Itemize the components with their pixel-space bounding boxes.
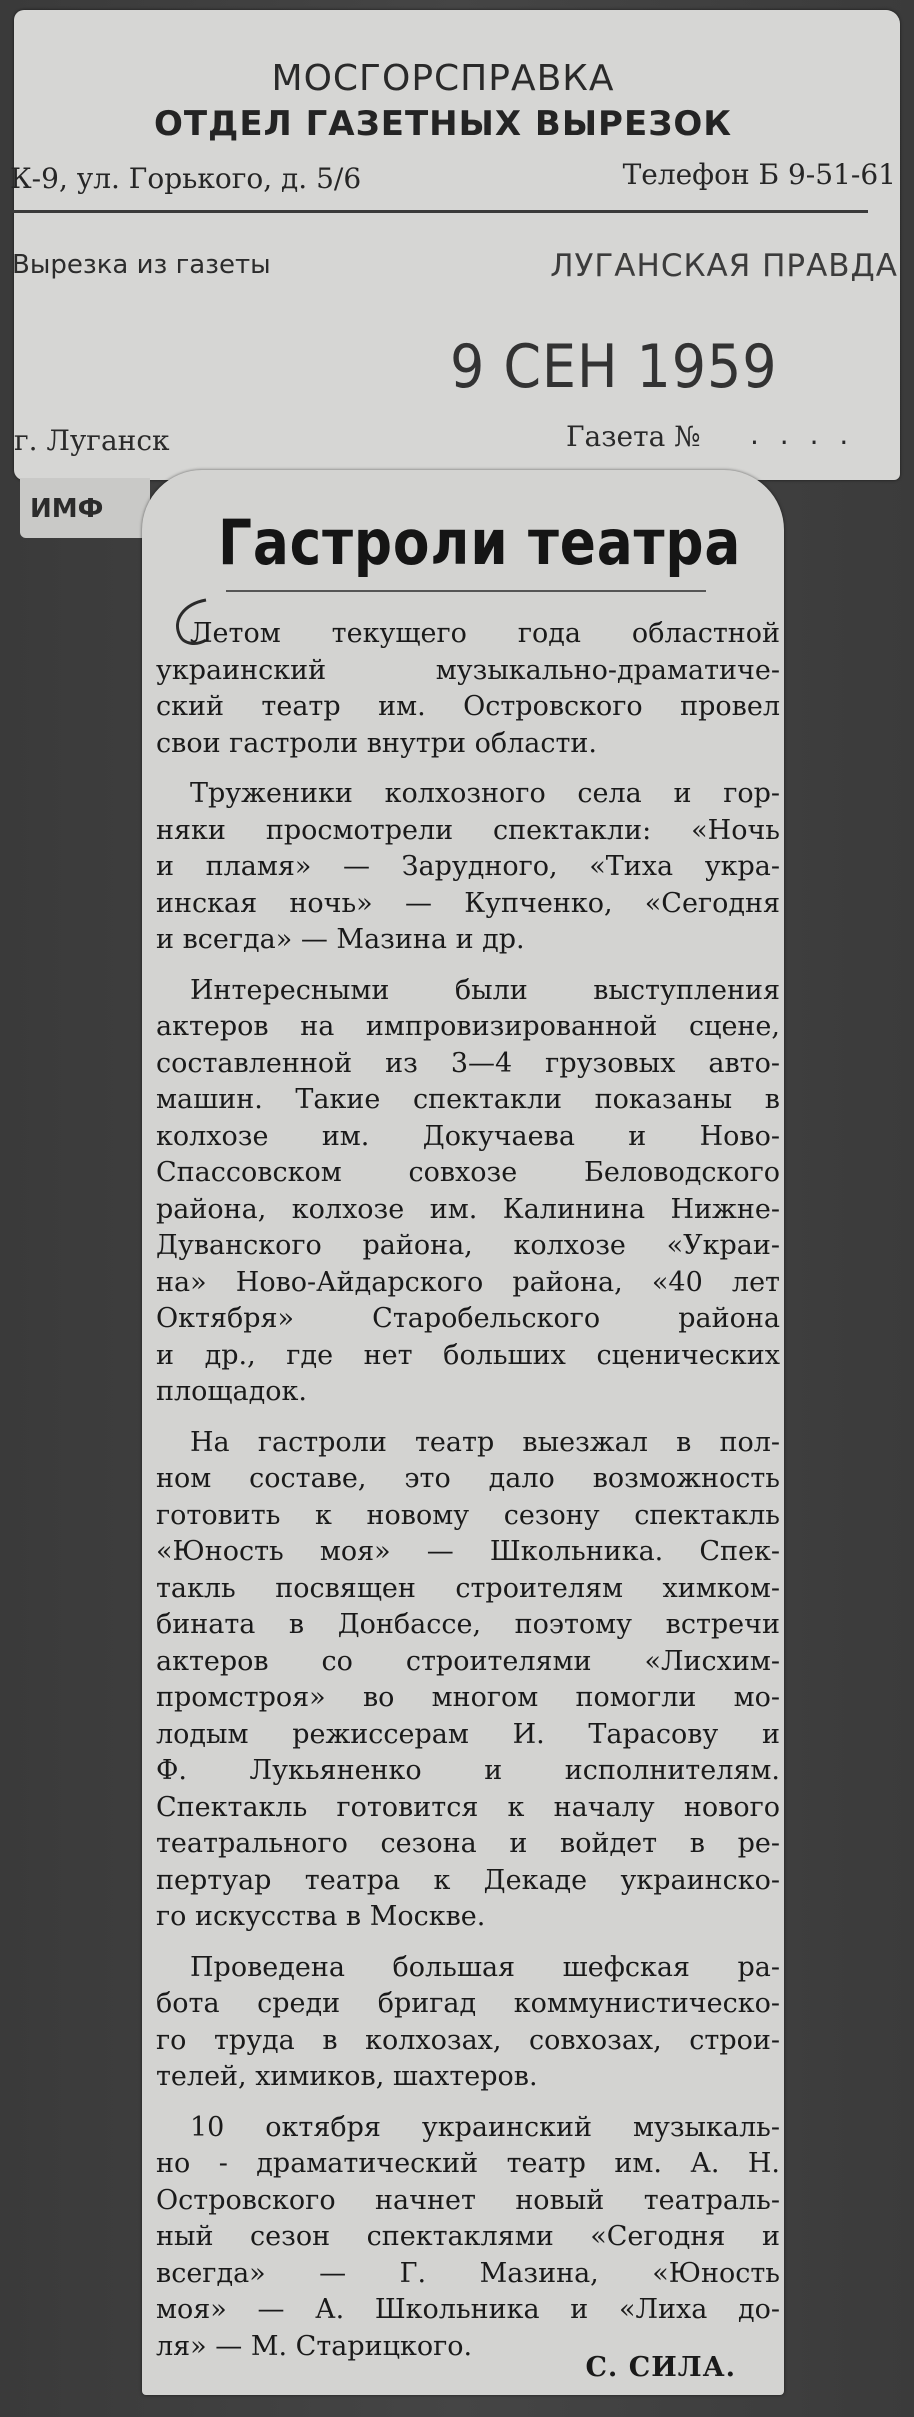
article-line: Островского начнет новый театраль- (156, 2184, 780, 2216)
bureau-phone: Телефон Б 9-51-61 (622, 158, 896, 191)
article-line: го искусства в Москве. (156, 1901, 486, 1932)
neighbor-clipping-text: ИМФ (30, 494, 104, 524)
article-line: составленной из 3—4 грузовых авто- (156, 1047, 780, 1079)
article-line: ля» — М. Старицкого. (156, 2330, 473, 2362)
clipping-source-label: Вырезка из газеты (12, 250, 271, 280)
article-line: готовить к новому сезону спектакль (156, 1499, 780, 1531)
article-line: театрального сезона и войдет в ре- (156, 1828, 780, 1859)
article-paragraph (156, 1950, 780, 2096)
article-line: свои гастроли внутри области. (156, 727, 598, 759)
article-line: «Юность моя» — Школьника. Спек- (156, 1536, 780, 1567)
bureau-address: К-9, ул. Горького, д. 5/6 (10, 162, 362, 195)
article-line: моя» — А. Школьника и «Лиха до- (156, 2294, 780, 2325)
article-paragraph (156, 2110, 780, 2366)
article-line: машин. Такие спектакли показаны в (156, 1084, 780, 1115)
article-line: промстроя» во многом помогли мо- (156, 1682, 780, 1713)
article-line: няки просмотрели спектакли: «Ночь (156, 814, 780, 846)
stamp-divider (6, 210, 868, 213)
article-line: на» Ново-Айдарского района, «40 лет (156, 1266, 780, 1298)
article-line: и всегда» — Мазина и др. (156, 924, 525, 955)
article-line: Интересными были выступления (190, 974, 780, 1006)
article-title: Гастроли театра (218, 506, 742, 579)
article-line: но - драматический театр им. А. Н. (156, 2148, 780, 2179)
article-line: телей, химиков, шахтеров. (156, 2061, 538, 2092)
issue-number-label: Газета № (566, 420, 701, 453)
article-line: Ф. Лукьяненко и исполнителям. (156, 1755, 780, 1786)
article-body (156, 616, 780, 2379)
article-line: Октября» Старобельского района (156, 1303, 780, 1334)
newspaper-city: г. Луганск (14, 424, 170, 457)
article-line: и пламя» — Зарудного, «Тиха укра- (156, 851, 780, 882)
bureau-department: ОТДЕЛ ГАЗЕТНЫХ ВЫРЕЗОК (153, 104, 733, 144)
article-line: Спектакль готовится к началу нового (156, 1791, 780, 1823)
article-line: района, колхозе им. Калинина Нижне- (156, 1193, 780, 1225)
article-line: Дуванского района, колхозе «Украи- (156, 1230, 780, 1261)
article-line: На гастроли театр выезжал в пол- (190, 1426, 780, 1458)
bureau-name: МОСГОРСПРАВКА (271, 58, 615, 99)
title-underline (226, 590, 706, 592)
article-paragraph (156, 776, 780, 959)
article-line: ный сезон спектаклями «Сегодня и (156, 2221, 780, 2252)
article-line: площадок. (156, 1376, 307, 1407)
article-paragraph (156, 616, 780, 762)
article-line: актеров на импровизированной сцене, (156, 1011, 780, 1042)
article-line: пертуар театра к Декаде украинско- (156, 1864, 780, 1896)
article-line: и др., где нет больших сценических (156, 1339, 780, 1371)
article-line: Спассовском совхозе Беловодского (156, 1157, 780, 1188)
article-line: Труженики колхозного села и гор- (190, 778, 780, 809)
article-line: колхозе им. Докучаева и Ново- (156, 1120, 780, 1152)
article-line: Летом текущего года областной (190, 618, 780, 649)
article-line: ский театр им. Островского провел (156, 691, 780, 722)
issue-number-blank: . . . . (750, 418, 855, 451)
article-line: Проведена большая шефская ра- (190, 1951, 780, 1983)
article-line: го труда в колхозах, совхозах, строи- (156, 2024, 780, 2056)
article-paragraph (156, 973, 780, 1411)
article-line: актеров со строителями «Лисхим- (156, 1645, 780, 1677)
article-line: 10 октября украинский музыкаль- (190, 2111, 780, 2143)
article-line: инская ночь» — Купченко, «Сегодня (156, 887, 780, 919)
date-stamp: 9 СЕН 1959 (450, 332, 778, 402)
article-line: бота среди бригад коммунистическо- (156, 1988, 780, 2019)
article-line: ном составе, это дало возможность (156, 1463, 780, 1494)
article-line: всегда» — Г. Мазина, «Юность (156, 2257, 780, 2289)
newspaper-name: ЛУГАНСКАЯ ПРАВДА (550, 248, 898, 284)
article-line: бината в Донбассе, поэтому встречи (156, 1609, 780, 1640)
article-line: лодым режиссерам И. Тарасову и (156, 1718, 780, 1750)
article-paragraph (156, 1425, 780, 1936)
article-signature: С. СИЛА. (585, 2352, 736, 2383)
article-line: такль посвящен строителям химком- (156, 1572, 780, 1604)
article-line: украинский музыкально-драматиче- (156, 654, 780, 686)
